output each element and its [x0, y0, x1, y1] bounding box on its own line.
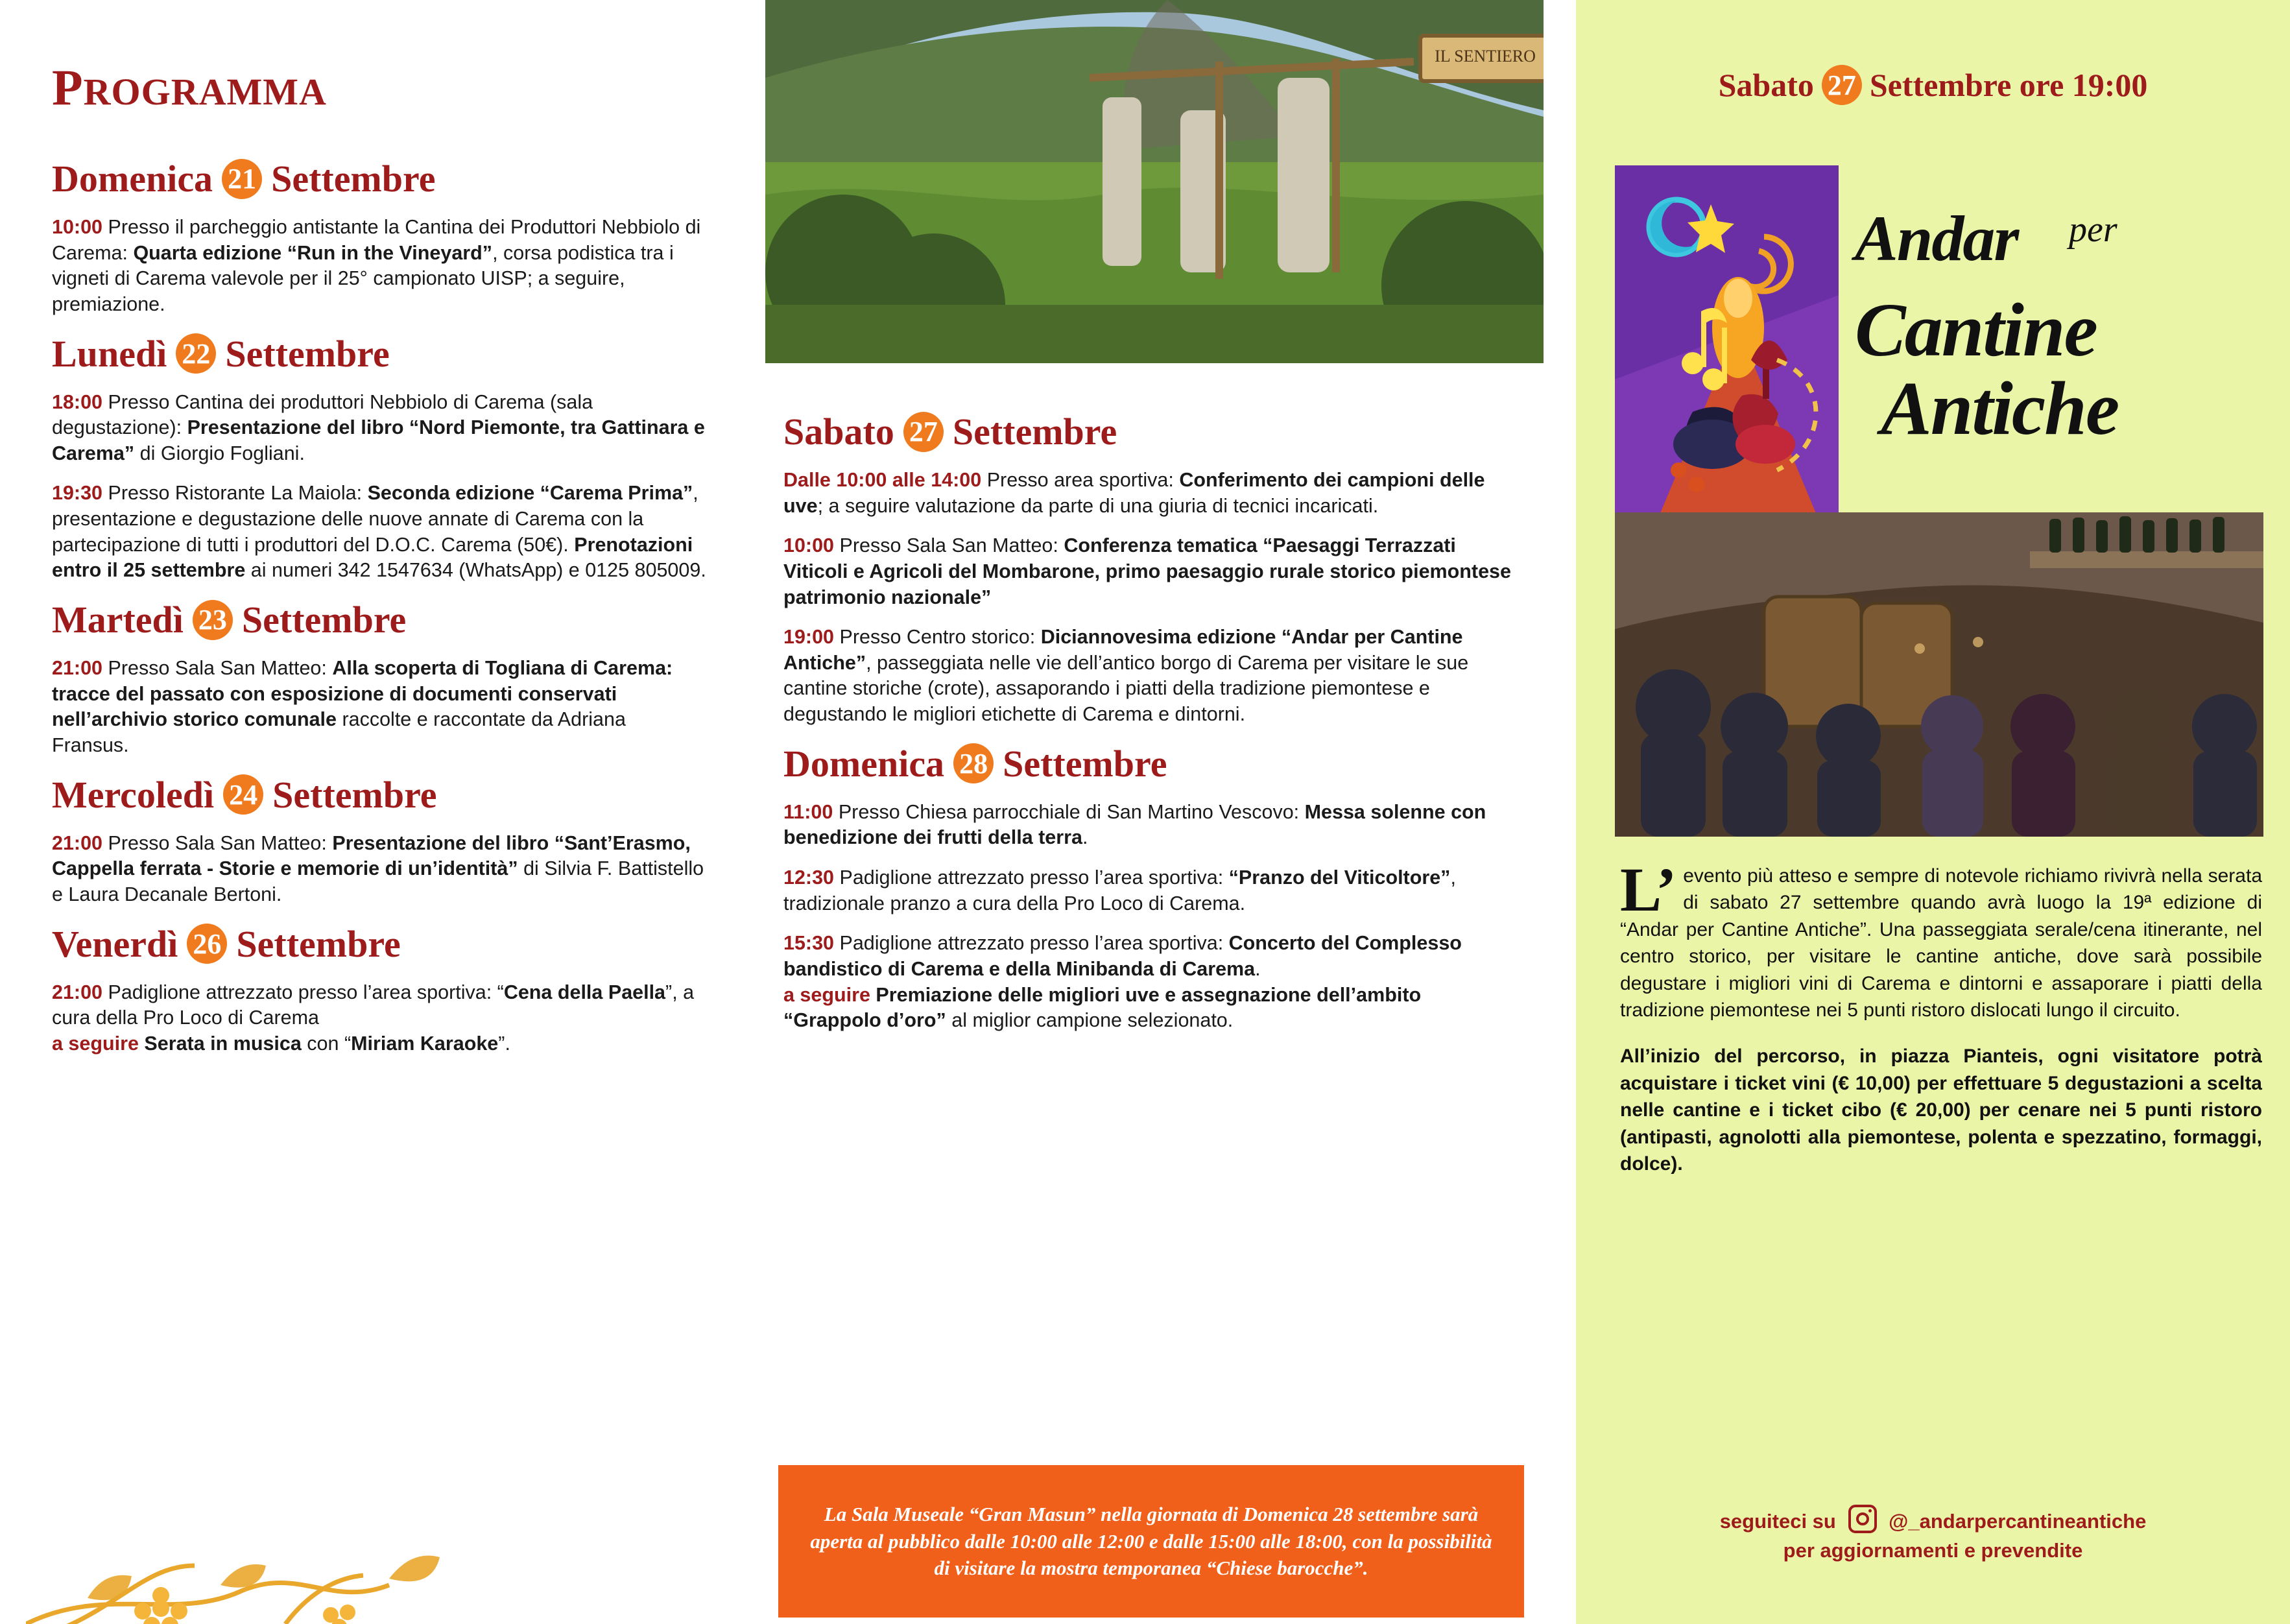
entry-time: 21:00 [52, 831, 108, 854]
day-month: Settembre [271, 158, 436, 200]
entry-text: Presso area sportiva: [986, 469, 1180, 491]
day-month: Settembre [1003, 742, 1167, 785]
middle-column [765, 0, 1544, 1624]
entry-highlight: Conferenza tematica “Paesaggi Terrazzati Viticoli e Agricoli del Mombarone, primo paesaggio rurale storico piemontese patrimonio nazionale” [783, 534, 1511, 608]
entry-text: di Silvia F. Battistello e Laura Decanale Bertoni. [52, 857, 704, 905]
event-header-daynum: 27 [1822, 65, 1862, 105]
program-entry [783, 931, 1516, 1034]
entry-text: Presso il parcheggio antistante la Cantina dei Produttori Nebbiolo di Carema: [52, 216, 701, 264]
entry-text: Padiglione attrezzato presso l’area sportiva: [839, 932, 1229, 955]
entry-time: 10:00 [52, 216, 108, 238]
day-month: Settembre [241, 599, 407, 641]
entry-highlight: “Pranzo del Viticoltore” [1228, 866, 1451, 889]
program-day [52, 157, 707, 318]
entry-text: , passeggiata nelle vie dell’antico borgo di Carema per visitare le sue cantine storiche (crote), assaporando i piatti della tradizione piemontese e degustando le migliori etichette di Carema e dintorni. [783, 651, 1469, 726]
program-day [52, 598, 707, 759]
right-column [1576, 0, 2290, 1624]
program-entry [52, 215, 707, 318]
entry-time: 18:00 [52, 390, 108, 413]
program-entry [52, 656, 707, 759]
entry-time: 15:30 [783, 932, 840, 955]
page-title: PROGRAMMA [52, 59, 327, 115]
program-entry [783, 800, 1516, 851]
entry-time: 21:00 [52, 981, 108, 1003]
follow-prefix: seguiteci su [1719, 1510, 1836, 1533]
left-column [0, 0, 746, 1624]
social-follow [1576, 1505, 2290, 1566]
entry-highlight: Alla scoperta di Togliana di Carema: tracce del passato con esposizione di documenti conservati nell’archivio storico comunale [52, 657, 673, 731]
left-day-list [52, 143, 707, 1057]
entry-text: , tradizionale pranzo a cura della Pro Loco di Carema. [783, 866, 1456, 914]
program-day-header [783, 742, 1516, 785]
museum-note-text: La Sala Museale “Gran Masun” nella giornata di Domenica 28 settembre sarà aperta al pubblico dalle 10:00 alle 12:00 e dalle 15:00 alle 18:00, con la possibilità di visitare la mostra temporanea “Chiese barocche”. [810, 1502, 1492, 1580]
day-number-badge: 21 [222, 159, 262, 199]
program-entry [783, 625, 1516, 728]
entry-text: di Giorgio Fogliani. [134, 442, 305, 464]
entry-highlight: Seconda edizione “Carema Prima” [367, 482, 693, 505]
entry-text: ”, a cura della Pro Loco di Carema [52, 981, 695, 1029]
entry-highlight: Quarta edizione “Run in the Vineyard” [133, 241, 493, 264]
program-entry [52, 831, 707, 908]
program-day [52, 332, 707, 584]
entry-time: a seguire [52, 1032, 145, 1055]
entry-text: raccolte e raccontate da Adriana Fransus. [52, 708, 626, 756]
day-number-badge: 24 [223, 774, 263, 815]
day-name: Venerdì [52, 922, 178, 965]
program-day-header [52, 332, 707, 376]
entry-text: Presso Ristorante La Maiola: [108, 482, 368, 505]
entry-text: Presso Centro storico: [839, 626, 1041, 649]
event-header [1576, 65, 2290, 105]
program-entry [52, 980, 707, 1057]
logo-word-per: per [2069, 209, 2117, 250]
entry-text: , corsa podistica tra i vigneti di Carema valevole per il 25° campionato UISP; a seguire, premiazione. [52, 241, 674, 315]
entry-text: con “ [301, 1032, 352, 1055]
day-name: Mercoledì [52, 773, 215, 816]
day-number-badge: 27 [903, 412, 944, 452]
entry-time: 11:00 [783, 800, 839, 823]
entry-time: 19:30 [52, 482, 108, 505]
program-day-header [52, 157, 707, 200]
event-logo-title [1855, 195, 2270, 506]
program-day-header [52, 773, 707, 817]
program-entry [52, 481, 707, 584]
program-entry [52, 390, 707, 467]
follow-suffix: per aggiornamenti e prevendite [1783, 1539, 2083, 1562]
program-day-header [52, 922, 707, 966]
entry-text: ; a seguire valutazione da parte di una giuria di tecnici incaricati. [817, 494, 1379, 517]
day-month: Settembre [236, 922, 401, 965]
program-entry [783, 533, 1516, 610]
entry-text: Padiglione attrezzato presso l’area sportiva: [839, 866, 1229, 889]
entry-text: Presso Chiesa parrocchiale di San Martino Vescovo: [838, 800, 1305, 823]
entry-text: , presentazione e degustazione delle nuove annate di Carema con la partecipazione di tutti i produttori del D.O.C. Carema (50€). [52, 482, 698, 556]
day-name: Martedì [52, 599, 184, 641]
entry-highlight: Diciannovesima edizione “Andar per Cantine Antiche” [783, 626, 1463, 674]
day-number-badge: 26 [187, 924, 227, 964]
svg-text:IL SENTIERO: IL SENTIERO [1435, 47, 1536, 66]
program-day [783, 410, 1516, 728]
logo-word-cantine: Cantine [1855, 287, 2097, 372]
entry-highlight: Serata in musica [144, 1032, 302, 1055]
program-day [783, 742, 1516, 1034]
entry-highlight: Messa solenne con benedizione dei frutti della terra [783, 800, 1486, 849]
day-number-badge: 23 [193, 600, 233, 640]
entry-highlight: Concerto del Complesso bandistico di Carema e della Minibanda di Carema [783, 932, 1462, 980]
day-month: Settembre [952, 411, 1117, 453]
museum-note-box [778, 1465, 1524, 1618]
middle-day-list [783, 396, 1516, 1034]
vineyard-path-photo [765, 0, 1544, 363]
entry-time: 12:30 [783, 866, 840, 889]
program-day-header [52, 598, 707, 641]
entry-highlight: Cena della Paella [503, 981, 666, 1003]
day-number-badge: 22 [176, 333, 216, 374]
program-day [52, 922, 707, 1057]
instagram-handle[interactable]: @_andarpercantineantiche [1889, 1510, 2147, 1533]
day-month: Settembre [272, 773, 437, 816]
entry-time: 10:00 [783, 534, 840, 557]
event-logo-artwork [1615, 165, 1839, 529]
entry-highlight: Presentazione del libro “Nord Piemonte, tra Gattinara e Carema” [52, 416, 705, 464]
event-paragraph-2: All’inizio del percorso, in piazza Pianteis, ogni visitatore potrà acquistare i ticket vini (€ 10,00) per effettuare 5 degustazioni a scelta nelle cantine e i ticket cibo (€ 20,00) per cenare nei 5 punti ristoro (antipasti, agnolotti alla piemontese, polenta e spezzatino, formaggi, dolce). [1620, 1045, 2262, 1175]
entry-time: 21:00 [52, 657, 108, 680]
program-entry [783, 468, 1516, 519]
entry-time: Dalle 10:00 alle 14:00 [783, 469, 987, 491]
day-name: Lunedì [52, 332, 167, 375]
entry-highlight: Prenotazioni entro il 25 settembre [52, 533, 693, 582]
day-month: Settembre [225, 332, 390, 375]
entry-text: Padiglione attrezzato presso l’area sportiva: “ [108, 981, 504, 1003]
entry-time: a seguire [783, 983, 876, 1006]
day-name: Sabato [783, 411, 894, 453]
entry-highlight: Presentazione del libro “Sant’Erasmo, Cappella ferrata - Storie e memorie di un’identità” [52, 831, 691, 880]
program-day [52, 773, 707, 908]
entry-time: 19:00 [783, 626, 840, 649]
logo-word-antiche: Antiche [1881, 366, 2119, 451]
day-number-badge: 28 [953, 743, 994, 783]
entry-text: . [1255, 957, 1261, 980]
logo-word-andar: Andar [1855, 202, 2018, 274]
event-description [1620, 855, 2262, 1177]
entry-text: ai numeri 342 1547634 (WhatsApp) e 0125 805009. [245, 559, 706, 582]
entry-highlight: Premiazione delle migliori uve e assegnazione dell’ambito “Grappolo d’oro” [783, 983, 1422, 1032]
entry-highlight: Miriam Karaoke [351, 1032, 499, 1055]
entry-text: Presso Cantina dei produttori Nebbiolo di Carema (sala degustazione): [52, 390, 593, 439]
dropcap: L’ [1620, 855, 1677, 924]
entry-text: Presso Sala San Matteo: [108, 831, 333, 854]
entry-text: Presso Sala San Matteo: [839, 534, 1064, 557]
instagram-icon[interactable] [1848, 1505, 1877, 1533]
day-name: Domenica [52, 158, 213, 200]
grape-vine-decoration [26, 1488, 674, 1624]
cellar-photo [1615, 512, 2263, 837]
program-entry [783, 865, 1516, 916]
entry-highlight: Conferimento dei campioni delle uve [783, 469, 1485, 517]
entry-text: al miglior campione selezionato. [946, 1009, 1234, 1032]
event-paragraph-1: evento più atteso e sempre di notevole richiamo rivivrà nella serata di sabato 27 settembre quando avrà luogo la 19ª edizione di “Andar per Cantine Antiche”. Una passeggiata serale/cena itinerante, nel centro storico, per visitare le cantine antiche, dove sarà possibile degustare i migliori vini di Carema e dintorni e assaporare i piatti della tradizione piemontese nei 5 punti ristoro dislocati lungo il circuito. [1620, 865, 2262, 1021]
day-name: Domenica [783, 742, 945, 785]
event-header-day: Sabato [1718, 67, 1814, 103]
program-day-header [783, 410, 1516, 453]
entry-text: Presso Sala San Matteo: [108, 657, 333, 680]
entry-text: . [1082, 826, 1088, 849]
entry-text: ”. [498, 1032, 510, 1055]
event-header-rest: Settembre ore 19:00 [1869, 67, 2148, 103]
